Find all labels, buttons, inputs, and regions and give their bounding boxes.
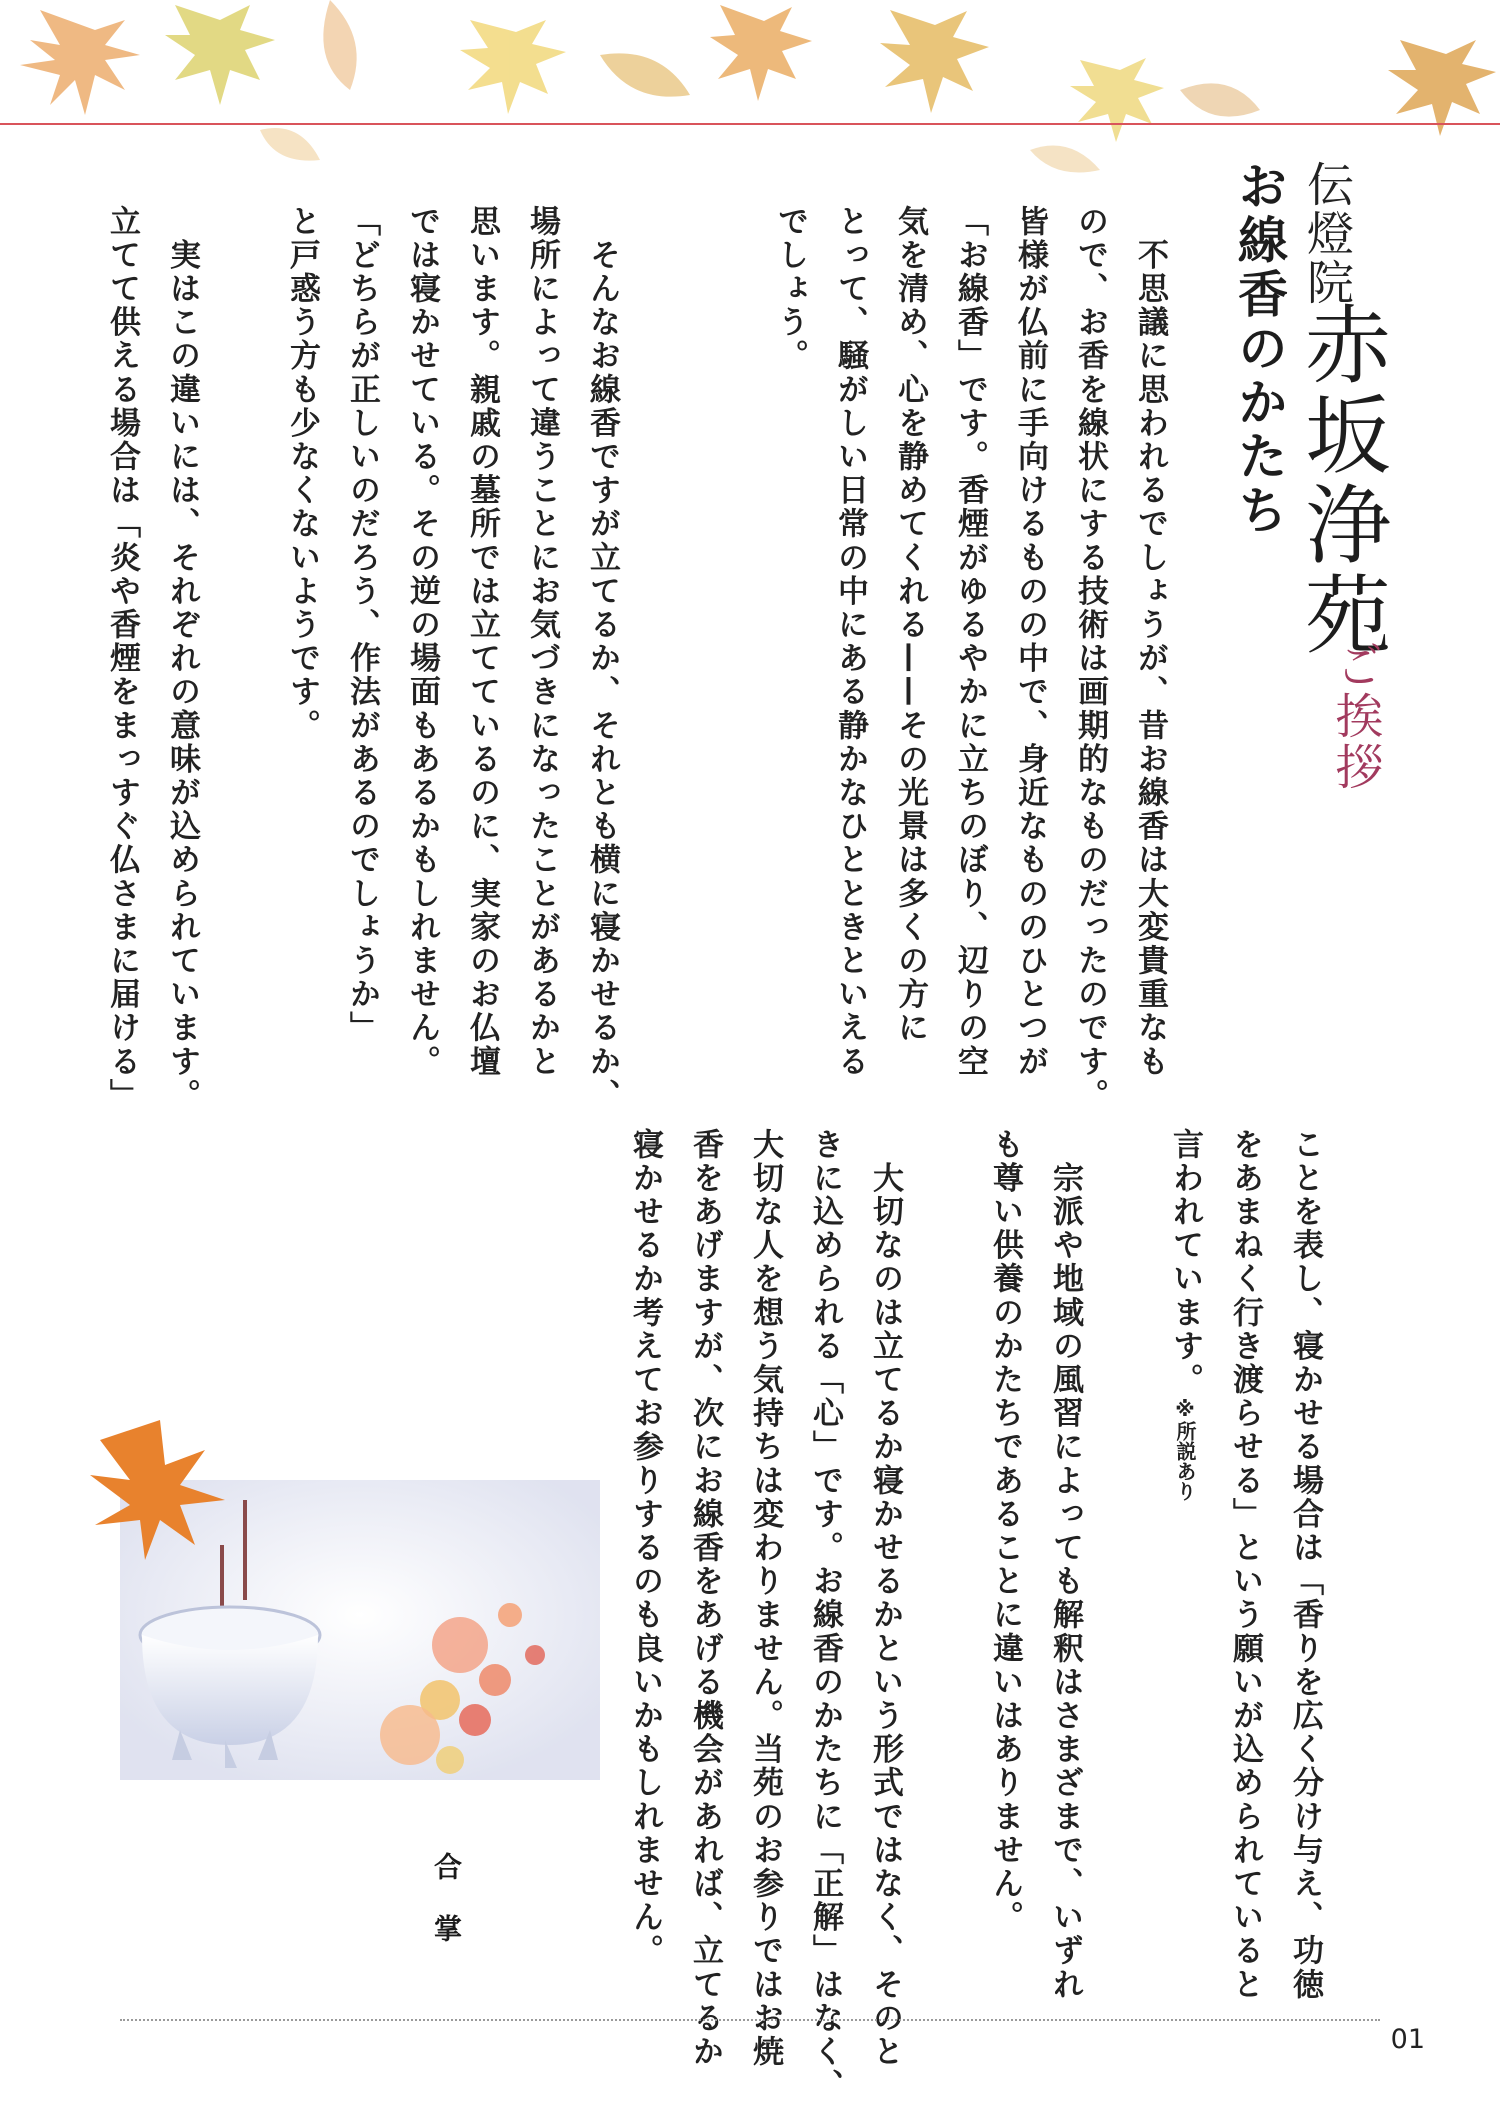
body-text: ことを表し、寝かせる場合は「香りを広く分け与え、功徳 をあまねく行き渡らせる」という願いが込められていると 言われています。 <box>1167 1128 1323 2002</box>
body-paragraph-2: そんなお線香ですが立てるか、それとも横に寝かせるか、 場所によって違うことにお気づきになったことがあるかと 思います。親戚の墓所では立てているのに、実家のお仏壇 では寝かせている。その逆の場面もあるかもしれません。 「どちらが正しいのだろう、作法があるのでしょうか」 と戸惑う方も少なくないようです。 実はこの違いには、それぞれの意味が込められています。 立てて供える場合は「炎や香煙をまっすぐ仏さまに届ける」 <box>104 205 620 1113</box>
footnote-mark: ※所説あり <box>1173 1396 1197 1501</box>
facility-name: 赤坂浄苑 <box>1290 300 1390 660</box>
greeting-heading: ご挨拶 <box>1327 640 1383 793</box>
page-number: 01 <box>1390 2024 1425 2055</box>
closing-gassho: 合掌 <box>430 1852 463 1976</box>
header-rule <box>0 123 1500 125</box>
body-text: 宗派や地域の風習によっても解釈はさまざまで、いずれ も尊い供養のかたちであることに違いはありません。 大切なのは立てるか寝かせるかという形式ではなく、そのと きに込められる「心」です。お線香のかたちに「正解」はなく、 大切な人を想う気持ちは変わりません。当苑のお参りではお焼 香をあげますが、次にお線香をあげる機会があれば、立てるか 寝かせるか考えてお参りするのも良いかもしれません。 <box>627 1128 1083 2103</box>
body-paragraph-3 <box>615 1128 1335 2102</box>
incense-burner-illustration <box>80 1410 640 1810</box>
footer-divider <box>120 2019 1380 2021</box>
temple-name: 伝燈院 <box>1299 160 1354 307</box>
page-title: お線香のかたち <box>1230 160 1289 538</box>
body-paragraph-1: 不思議に思われるでしょうが、昔お線香は大変貴重なも ので、お香を線状にする技術は画期的なものだったのです。 皆様が仏前に手向けるものの中で、身近なもののひとつが 「お線香」です。香煙がゆるやかに立ちのぼり、辺りの空 気を清め、心を静めてくれる——その光景は多くの方に とって、騒がしい日常の中にある静かなひとときといえる でしょう。 <box>772 205 1168 1113</box>
